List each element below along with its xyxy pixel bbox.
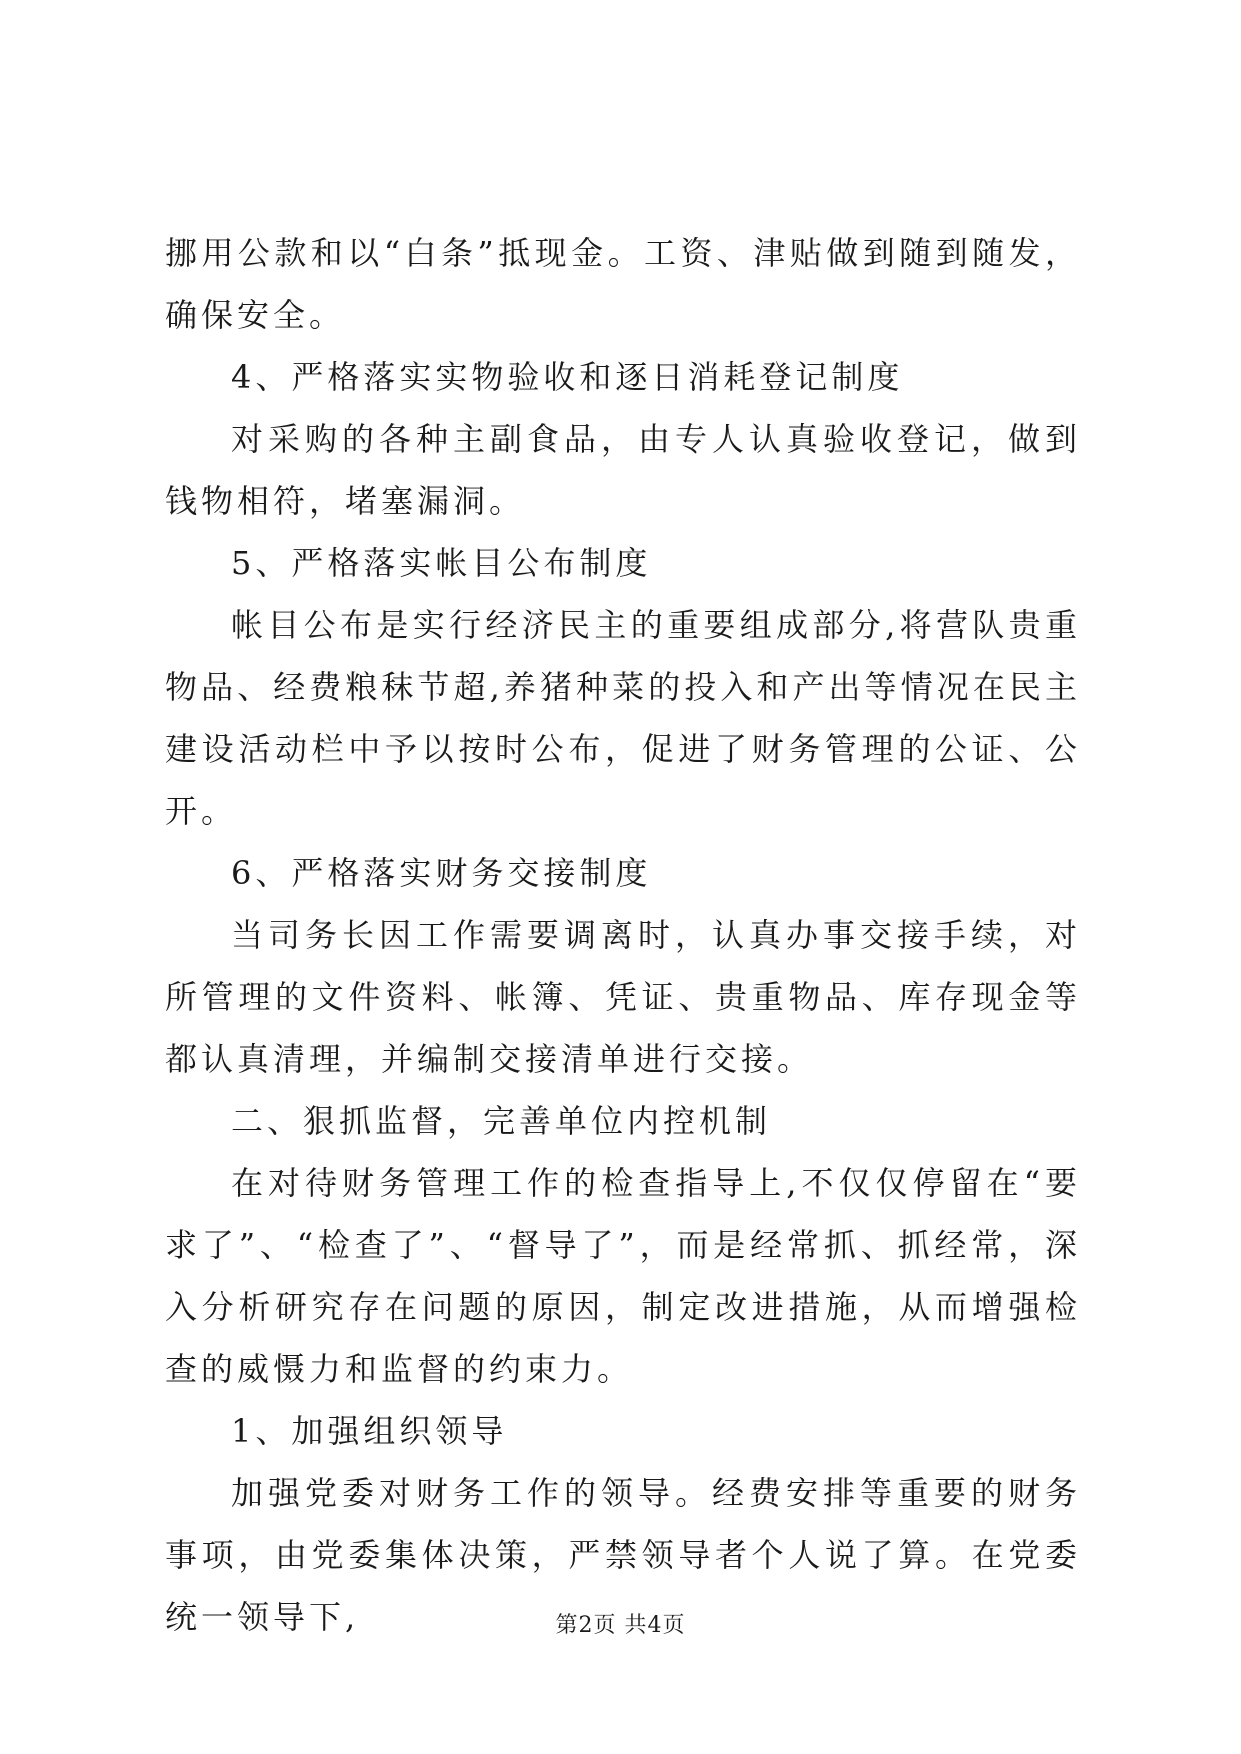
section-heading: 5、严格落实帐目公布制度	[231, 544, 652, 582]
page-number-footer: 第2页 共4页	[555, 1613, 686, 1638]
document-body	[165, 222, 1081, 1648]
section-heading: 二、狠抓监督，完善单位内控机制	[231, 1102, 772, 1140]
paragraph: 对采购的各种主副食品，由专人认真验收登记，做到钱物相符，堵塞漏洞。	[165, 420, 1081, 520]
paragraph: 挪用公款和以“白条”抵现金。工资、津贴做到随到随发，确保安全。	[165, 234, 1081, 334]
paragraph: 加强党委对财务工作的领导。经费安排等重要的财务事项，由党委集体决策，严禁领导者个人说了算。在党委统一领导下,	[165, 1474, 1081, 1636]
paragraph: 当司务长因工作需要调离时，认真办事交接手续，对所管理的文件资料、帐簿、凭证、贵重物品、库存现金等都认真清理，并编制交接清单进行交接。	[165, 916, 1081, 1078]
section-heading: 6、严格落实财务交接制度	[231, 854, 652, 892]
section-heading: 4、严格落实实物验收和逐日消耗登记制度	[231, 358, 904, 396]
paragraph: 在对待财务管理工作的检查指导上,不仅仅停留在“要求了”、“检查了”、“督导了”，而是经常抓、抓经常，深入分析研究存在问题的原因，制定改进措施，从而增强检查的威慑力和监督的约束力。	[165, 1164, 1081, 1388]
paragraph: 帐目公布是实行经济民主的重要组成部分,将营队贵重物品、经费粮秣节超,养猪种菜的投入和产出等情况在民主建设活动栏中予以按时公布，促进了财务管理的公证、公开。	[165, 606, 1081, 830]
section-heading: 1、加强组织领导	[231, 1412, 508, 1450]
